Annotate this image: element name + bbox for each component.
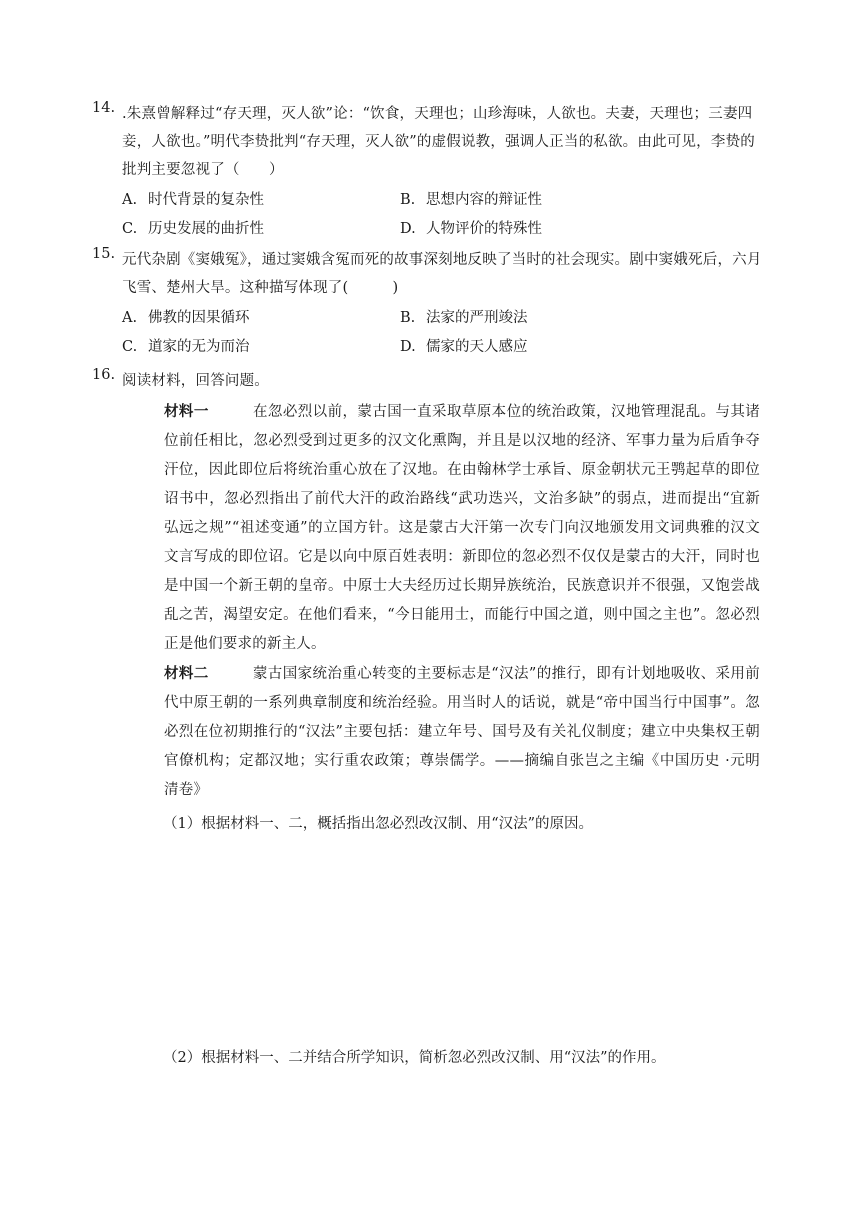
material-1 [164,397,760,659]
material-2 [164,659,760,805]
option-letter: D. [400,339,416,355]
option-text: 思想内容的辩证性 [426,192,542,208]
question-stem: 元代杂剧《窦娥冤》，通过窦娥含冤而死的故事深刻地反映了当时的社会现实。剧中窦娥死后，六月飞雪、楚州大旱。这种描写体现了( ) [122,252,762,296]
question-number: 14. [92,100,116,116]
option-letter: B. [400,192,416,208]
option-text: 人物评价的特殊性 [426,221,542,237]
option-a [122,304,400,333]
question-14 [92,100,762,244]
option-letter: A. [122,310,138,326]
material-label: 材料一 [164,403,209,420]
question-16 [92,367,762,395]
option-letter: D. [400,221,416,237]
question-number: 16. [92,367,116,383]
option-list [122,186,762,244]
option-a [122,186,400,215]
option-letter: B. [400,310,416,326]
material-text: 蒙古国家统治重心转变的主要标志是“汉法”的推行，即有计划地吸收、采用前代中原王朝的一系列典章制度和统治经验。用当时人的话说，就是“帝中国当行中国事”。忽必烈在位初期推行的“汉法”主要包括：建立年号、国号及有关礼仪制度；建立中央集权王朝官僚机构；定都汉地；实行重农政策；尊崇儒学。——摘编自张岂之主编《中国历史 ·元明清卷》 [164,666,760,798]
option-list [122,304,762,362]
option-b [400,304,700,333]
question-stem: 阅读材料，回答问题。 [122,373,269,389]
option-b [400,186,700,215]
option-letter: C. [122,339,138,355]
subquestion-2: （2）根据材料一、二并结合所学知识，简析忽必烈改汉制、用“汉法”的作用。 [163,1050,666,1066]
option-d [400,333,700,362]
option-text: 时代背景的复杂性 [148,192,264,208]
option-d [400,215,700,244]
option-text: 历史发展的曲折性 [148,221,264,237]
material-text: 在忽必烈以前，蒙古国一直采取草原本位的统治政策，汉地管理混乱。与其诸位前任相比，忽必烈受到过更多的汉文化熏陶，并且是以汉地的经济、军事力量为后盾争夺汗位，因此即位后将统治重心放在了汉地。在由翰林学士承旨、原金朝状元王鹗起草的即位诏书中，忽必烈指出了前代大汗的政治路线“武功迭兴，文治多缺”的弱点，进而提出“宜新弘远之规”“祖述变通”的立国方针。这是蒙古大汗第一次专门向汉地颁发用文词典雅的汉文文言写成的即位诏。它是以向中原百姓表明：新即位的忽必烈不仅仅是蒙古的大汗，同时也是中国一个新王朝的皇帝。中原士大夫经历过长期异族统治，民族意识并不很强，又饱尝战乱之苦，渴望安定。在他们看来，“今日能用士，而能行中国之道，则中国之主也”。忽必烈正是他们要求的新主人。 [164,404,760,652]
option-text: 佛教的因果循环 [148,310,250,326]
option-text: 道家的无为而治 [148,339,250,355]
question-stem: .朱熹曾解释过“存天理，灭人欲”论：“饮食，天理也；山珍海味，人欲也。夫妻，天理也；三妻四妾，人欲也。”明代李贽批判“存天理，灭人欲”的虚假说教，强调人正当的私欲。由此可见，李贽的批判主要忽视了（ ） [122,106,755,178]
question-number: 15. [92,246,116,262]
option-text: 儒家的天人感应 [426,339,528,355]
material-label: 材料二 [164,665,209,682]
option-letter: C. [122,221,138,237]
option-letter: A. [122,192,138,208]
question-15 [92,246,762,362]
option-c [122,215,400,244]
option-text: 法家的严刑竣法 [426,310,528,326]
subquestion-1: （1）根据材料一、二，概括指出忽必烈改汉制、用“汉法”的原因。 [163,816,594,832]
option-c [122,333,400,362]
